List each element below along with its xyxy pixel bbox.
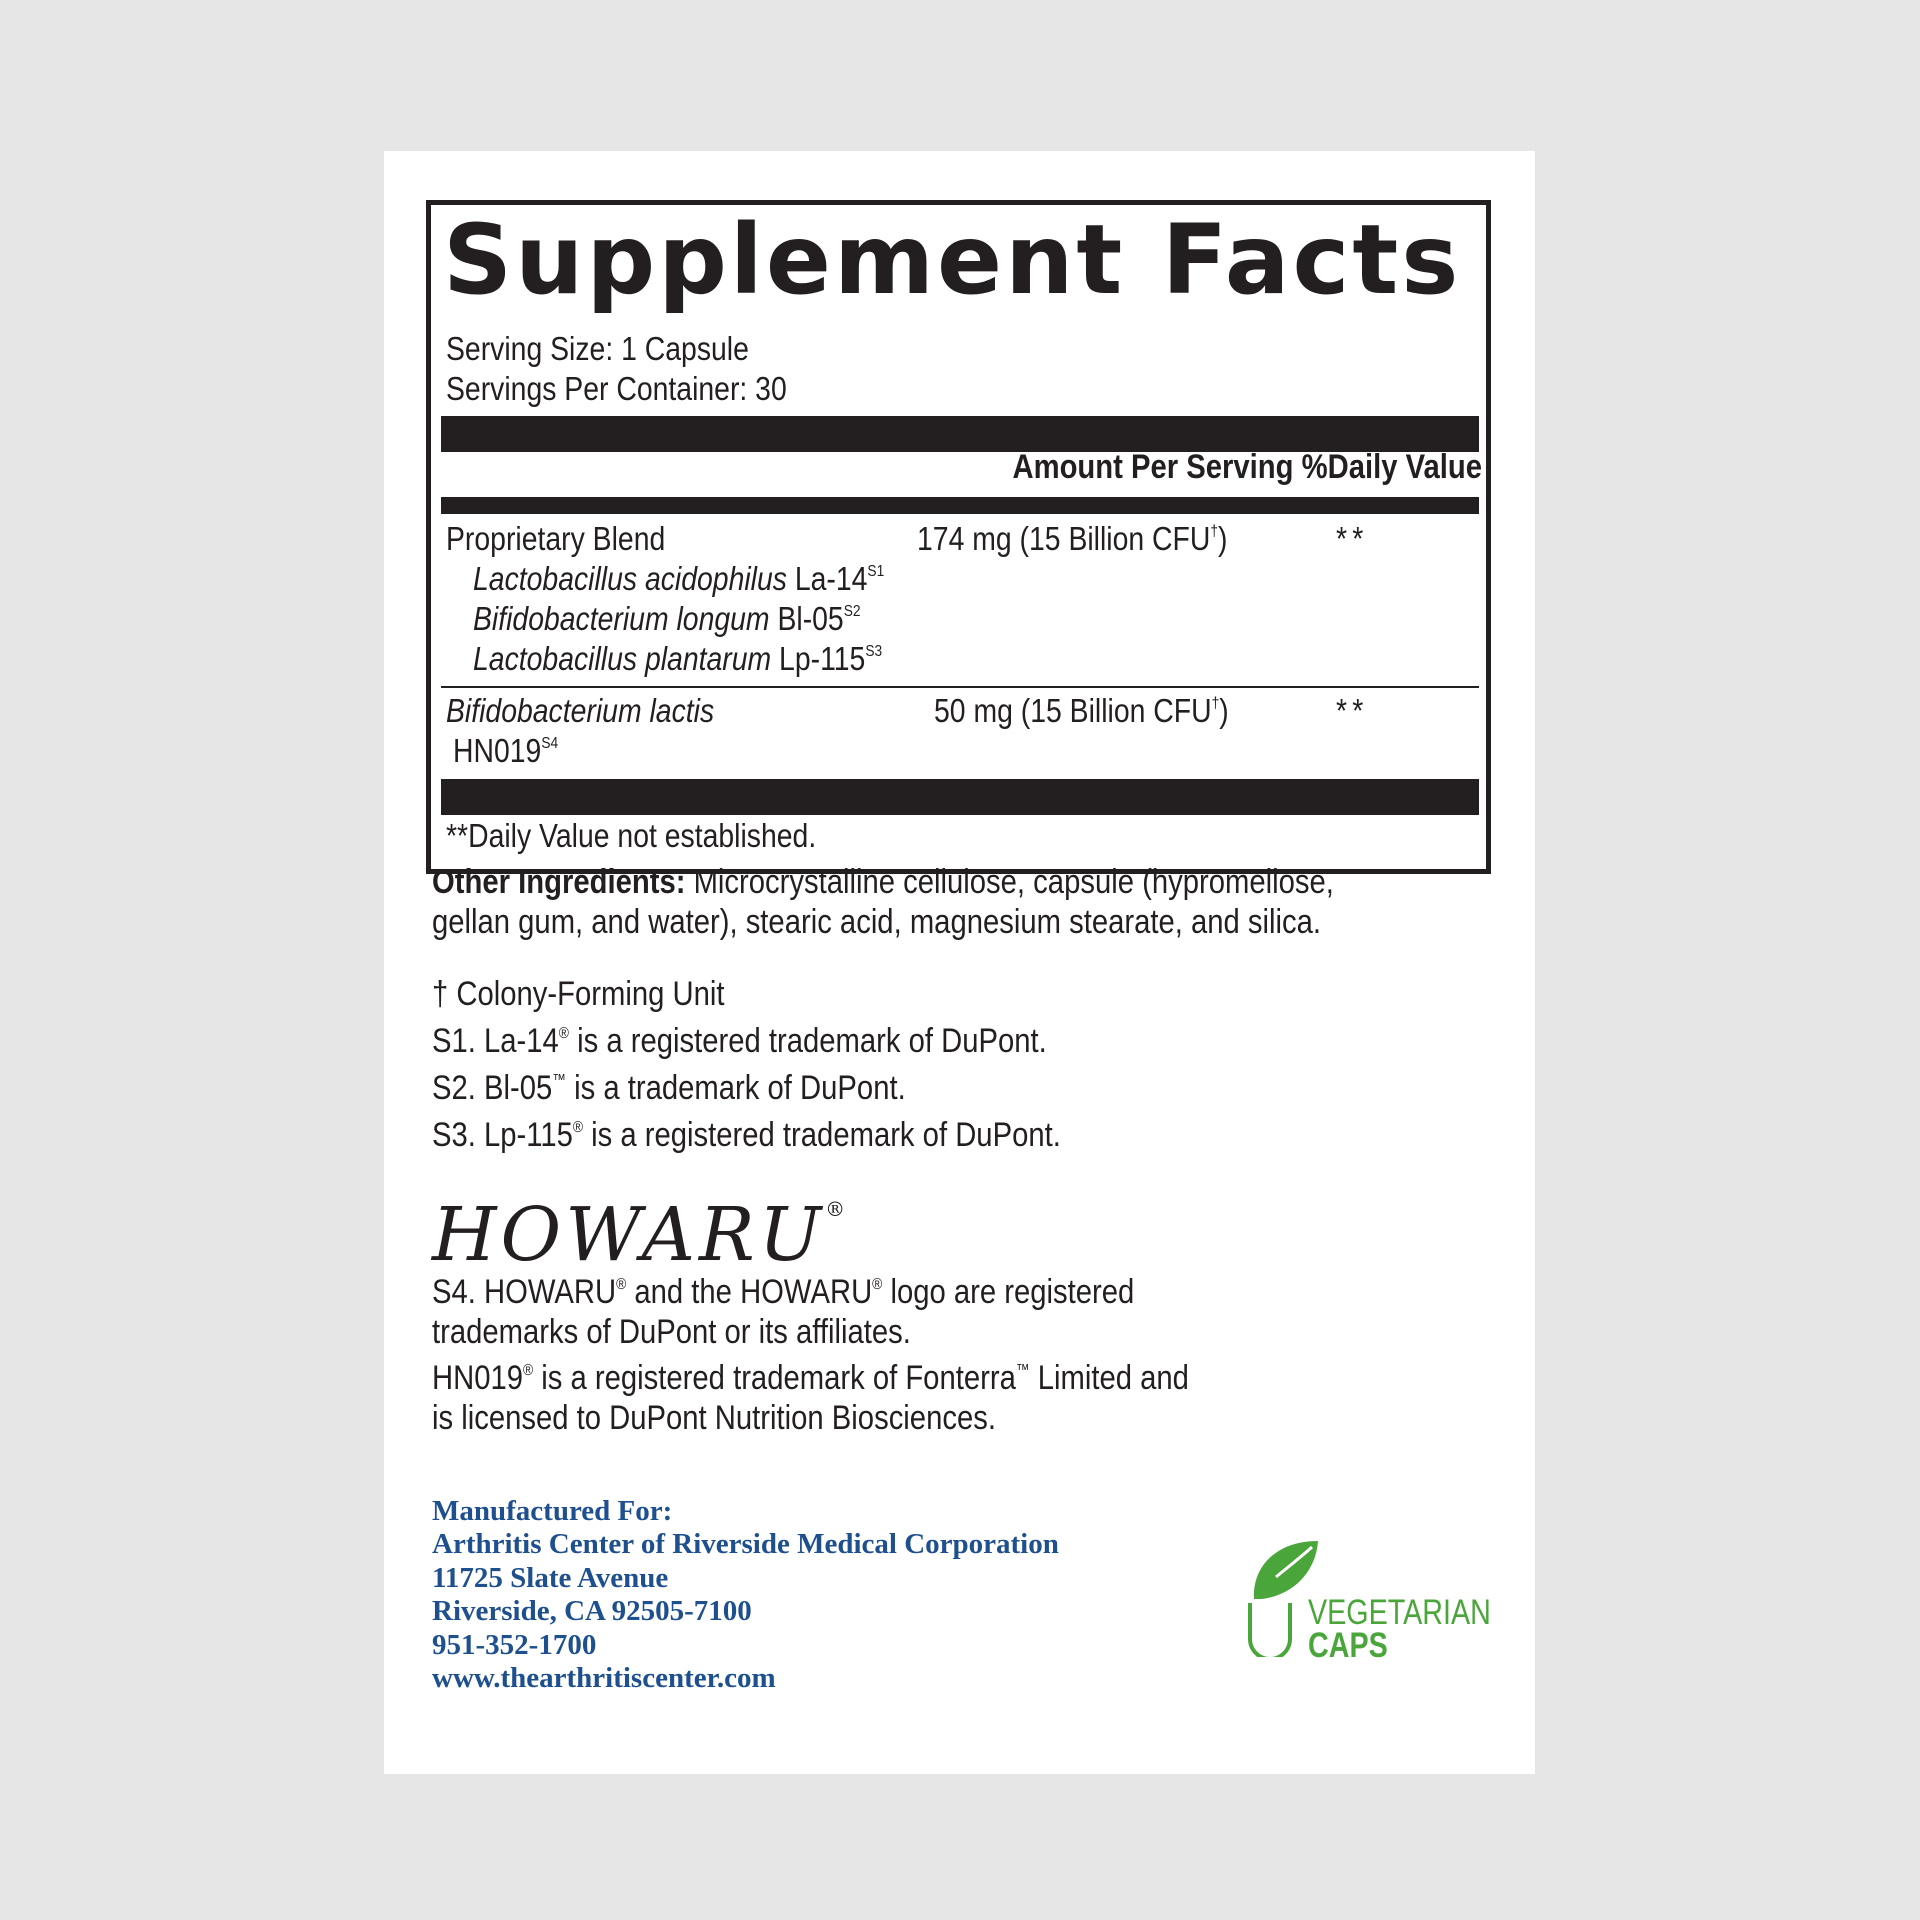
manufacturer-company: Arthritis Center of Riverside Medical Corporation	[432, 1528, 1059, 1561]
daily-value: **	[1336, 520, 1369, 557]
daily-value-footnote: **Daily Value not established.	[446, 817, 817, 854]
manufacturer-heading: Manufactured For:	[432, 1495, 673, 1527]
thick-divider	[441, 779, 1479, 815]
manufacturer-street: 11725 Slate Avenue	[432, 1561, 669, 1594]
trademark-note-s4: S4. HOWARU® and the HOWARU® logo are registered	[432, 1273, 1135, 1311]
manufacturer-website: www.thearthritiscenter.com	[432, 1662, 776, 1695]
other-ingredients-cont: gellan gum, and water), stearic acid, magnesium stearate, and silica.	[432, 903, 1322, 941]
ingredient-amount: 174 mg (15 Billion CFU†)	[917, 520, 1228, 557]
blend-strain: Bifidobacterium longum $Bl-05^{S2}$	[473, 600, 861, 637]
other-ingredients: Other Ingredients: Microcrystalline cellulose, capsule (hypromellose,	[432, 863, 1334, 901]
caps-label: CAPS	[1308, 1626, 1388, 1665]
blend-strain: Lactobacillus acidophilus $La-14^{S1}$	[473, 560, 885, 597]
trademark-note-s2: S2. Bl-05™ is a trademark of DuPont.	[432, 1069, 906, 1107]
manufacturer-phone: 951-352-1700	[432, 1628, 597, 1661]
vegetarian-label: VEGETARIAN	[1308, 1593, 1491, 1632]
hn019-note-cont: is licensed to DuPont Nutrition Biosciences.	[432, 1399, 996, 1437]
daily-value: **	[1336, 692, 1369, 729]
medium-divider	[441, 497, 1479, 514]
servings-per-container: Servings Per Container: 30	[446, 370, 787, 407]
cfu-note: † Colony-Forming Unit	[432, 975, 725, 1013]
ingredient-name: Proprietary Blend	[446, 520, 666, 557]
column-header: Amount Per Serving %Daily Value	[1012, 448, 1482, 486]
trademark-note-s1: S1. La-14® is a registered trademark of DuPont.	[432, 1022, 1047, 1060]
supplement-label	[384, 151, 1535, 1774]
supplement-facts-panel	[426, 200, 1491, 874]
ingredient-name: Bifidobacterium lactis	[446, 692, 715, 729]
thin-divider	[441, 686, 1479, 688]
manufacturer-city: Riverside, CA 92505-7100	[432, 1595, 752, 1628]
trademark-note-s4-cont: trademarks of DuPont or its affiliates.	[432, 1313, 911, 1351]
howaru-logo: HOWARU®	[432, 1192, 850, 1278]
manufacturer-block	[432, 1495, 1059, 1695]
ingredient-amount: 50 mg (15 Billion CFU†)	[934, 692, 1229, 729]
hn019-note: HN019® is a registered trademark of Fonterra™ Limited and	[432, 1359, 1189, 1397]
facts-title: Supplement Facts	[443, 204, 1462, 316]
blend-strain: Lactobacillus plantarum $Lp-115^{S3}$	[473, 640, 883, 677]
serving-size: Serving Size: 1 Capsule	[446, 330, 749, 367]
ingredient-strain: $HN019^{S4}$	[453, 732, 559, 769]
trademark-note-s3: S3. Lp-115® is a registered trademark of DuPont.	[432, 1116, 1061, 1154]
